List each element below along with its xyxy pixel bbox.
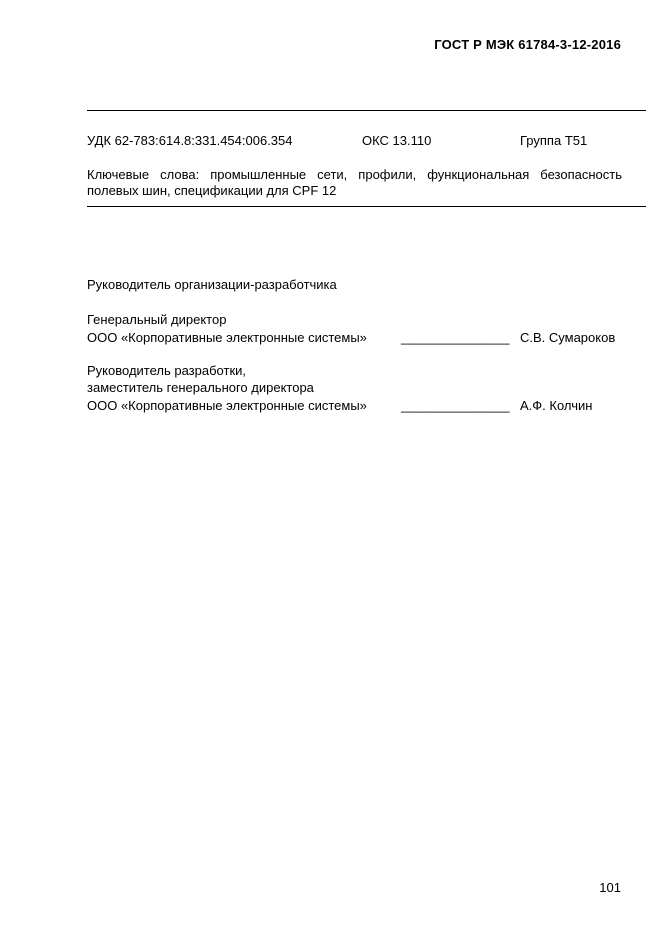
- bottom-divider: [87, 206, 646, 207]
- signatory-1-signature-line: _______________: [401, 330, 510, 345]
- signatory-2-position-line-2: заместитель генерального директора: [87, 380, 314, 395]
- signatory-2-signature-line: _______________: [401, 398, 510, 413]
- standard-code: ГОСТ Р МЭК 61784-3-12-2016: [434, 37, 621, 52]
- developer-heading: Руководитель организации-разработчика: [87, 277, 337, 292]
- signatory-1-position: Генеральный директор: [87, 312, 227, 327]
- page-number: 101: [599, 880, 621, 895]
- signatory-1-organization: ООО «Корпоративные электронные системы»: [87, 330, 367, 345]
- oks-code: ОКС 13.110: [362, 133, 432, 148]
- classification-row: [87, 133, 627, 149]
- top-divider: [87, 110, 646, 111]
- group-code: Группа Т51: [520, 133, 588, 148]
- udk-code: УДК 62-783:614.8:331.454:006.354: [87, 133, 293, 148]
- signatory-2-name: А.Ф. Колчин: [520, 398, 593, 413]
- keywords-text: Ключевые слова: промышленные сети, профили, функциональная безопасность полевых шин, спецификации для CPF 12: [87, 167, 622, 198]
- signatory-2-organization: ООО «Корпоративные электронные системы»: [87, 398, 367, 413]
- signatory-2-position-line-1: Руководитель разработки,: [87, 363, 247, 378]
- signatory-1-name: С.В. Сумароков: [520, 330, 616, 345]
